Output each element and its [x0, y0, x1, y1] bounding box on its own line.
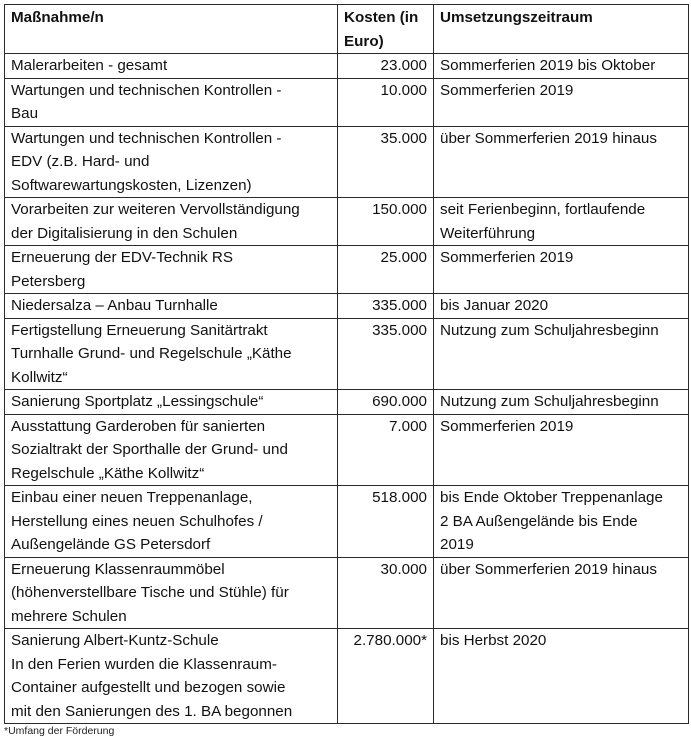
- cell-cost: 35.000: [338, 126, 434, 198]
- table-row: [5, 629, 689, 724]
- cell-period: Nutzung zum Schuljahresbeginn: [434, 318, 689, 390]
- cell-period: Sommerferien 2019 bis Oktober: [434, 54, 689, 79]
- cell-cost: 690.000: [338, 390, 434, 415]
- cell-period: über Sommerferien 2019 hinaus: [434, 557, 689, 629]
- cell-measure: Malerarbeiten - gesamt: [5, 54, 338, 79]
- header-cost: Kosten (in Euro): [338, 5, 434, 54]
- cell-measure: Erneuerung Klassenraummöbel (höhenverstellbare Tische und Stühle) für mehrere Schulen: [5, 557, 338, 629]
- header-measure: Maßnahme/n: [5, 5, 338, 54]
- table-row: [5, 126, 689, 198]
- table-row: [5, 557, 689, 629]
- table-row: [5, 486, 689, 558]
- cell-cost: 23.000: [338, 54, 434, 79]
- cell-period: Sommerferien 2019: [434, 78, 689, 126]
- document-page: [4, 4, 688, 738]
- measures-table: [4, 4, 689, 724]
- table-row: [5, 390, 689, 415]
- cell-cost: 30.000: [338, 557, 434, 629]
- cell-period: Sommerferien 2019: [434, 414, 689, 486]
- cell-cost: 335.000: [338, 294, 434, 319]
- cell-period: seit Ferienbeginn, fortlaufende Weiterführung: [434, 198, 689, 246]
- cell-cost: 518.000: [338, 486, 434, 558]
- cell-cost: 7.000: [338, 414, 434, 486]
- footnote: *Umfang der Förderung: [4, 725, 115, 737]
- cell-measure: Erneuerung der EDV-Technik RS Petersberg: [5, 246, 338, 294]
- cell-cost: 25.000: [338, 246, 434, 294]
- cell-measure: Niedersalza – Anbau Turnhalle: [5, 294, 338, 319]
- cell-period: bis Januar 2020: [434, 294, 689, 319]
- cell-cost: 2.780.000*: [338, 629, 434, 724]
- table-row: [5, 54, 689, 79]
- cell-measure: Wartungen und technischen Kontrollen - EDV (z.B. Hard- und Softwarewartungskosten, Lizenzen): [5, 126, 338, 198]
- cell-period: über Sommerferien 2019 hinaus: [434, 126, 689, 198]
- cell-period: bis Herbst 2020: [434, 629, 689, 724]
- cell-measure: Fertigstellung Erneuerung Sanitärtrakt Turnhalle Grund- und Regelschule „Käthe Kollwitz“: [5, 318, 338, 390]
- cell-cost: 150.000: [338, 198, 434, 246]
- cell-measure: Ausstattung Garderoben für sanierten Sozialtrakt der Sporthalle der Grund- und Regelschule „Käthe Kollwitz“: [5, 414, 338, 486]
- table-body: [5, 54, 689, 724]
- table-header-row: [5, 5, 689, 54]
- header-period: Umsetzungszeitraum: [434, 5, 689, 54]
- table-row: [5, 294, 689, 319]
- cell-measure: Vorarbeiten zur weiteren Vervollständigung der Digitalisierung in den Schulen: [5, 198, 338, 246]
- cell-measure: Einbau einer neuen Treppenanlage, Herstellung eines neuen Schulhofes / Außengelände GS Petersdorf: [5, 486, 338, 558]
- cell-period: bis Ende Oktober Treppenanlage 2 BA Außengelände bis Ende 2019: [434, 486, 689, 558]
- cell-period: Sommerferien 2019: [434, 246, 689, 294]
- table-row: [5, 246, 689, 294]
- cell-cost: 10.000: [338, 78, 434, 126]
- table-row: [5, 414, 689, 486]
- cell-measure: Wartungen und technischen Kontrollen - Bau: [5, 78, 338, 126]
- table-row: [5, 198, 689, 246]
- cell-measure: Sanierung Albert-Kuntz-Schule In den Ferien wurden die Klassenraum- Container aufgestellt und bezogen sowie mit den Sanierungen des 1. BA begonnen: [5, 629, 338, 724]
- table-row: [5, 78, 689, 126]
- table-row: [5, 318, 689, 390]
- cell-cost: 335.000: [338, 318, 434, 390]
- cell-measure: Sanierung Sportplatz „Lessingschule“: [5, 390, 338, 415]
- cell-period: Nutzung zum Schuljahresbeginn: [434, 390, 689, 415]
